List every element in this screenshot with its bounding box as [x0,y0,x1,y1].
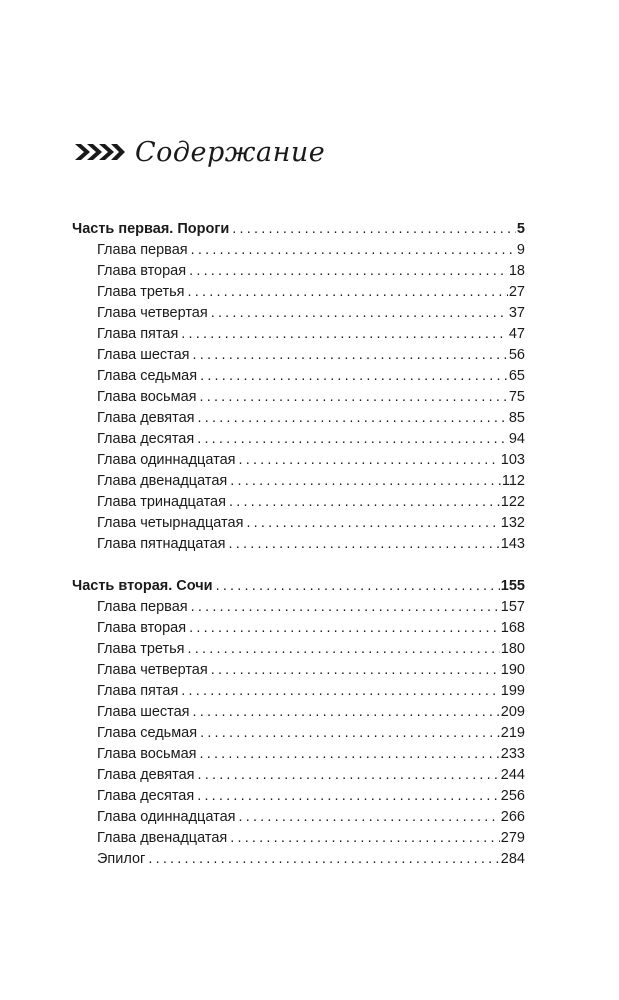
toc-entry-title: Глава пятнадцатая [97,536,226,552]
toc-page-number: 9 [516,242,525,258]
toc-part-heading[interactable] [72,219,525,240]
leader-dots [239,450,500,471]
toc-entry[interactable] [72,618,525,639]
toc-entry[interactable] [72,660,525,681]
toc-part-heading[interactable] [72,576,525,597]
toc-entry[interactable] [72,345,525,366]
toc-page-number: 56 [508,347,525,363]
toc-page-number: 112 [501,473,525,489]
toc-entry[interactable] [72,282,525,303]
toc-entry-title: Глава шестая [97,704,190,720]
toc-entry-title: Глава двенадцатая [97,830,228,846]
toc-entry[interactable] [72,786,525,807]
toc-entry[interactable] [72,492,525,513]
leader-dots [200,744,500,765]
page-title: Содержание [135,136,326,168]
leader-dots [188,639,500,660]
leader-dots [211,660,500,681]
toc-page-number: 5 [516,221,525,237]
toc-page-number: 122 [500,494,525,510]
leader-dots [200,387,508,408]
toc-entry-title: Глава тринадцатая [97,494,226,510]
toc-page-number: 219 [500,725,525,741]
triple-chevron-icon [75,141,125,163]
toc-entry-title: Глава пятая [97,326,179,342]
toc-page-number: 37 [508,305,525,321]
toc-entry-title: Глава двенадцатая [97,473,228,489]
toc-page-number: 47 [508,326,525,342]
toc-entry[interactable] [72,429,525,450]
leader-dots [200,366,508,387]
toc-page-number: 132 [500,515,525,531]
toc-page-number: 18 [508,263,525,279]
leader-dots [191,597,500,618]
leader-dots [216,576,500,597]
toc-entry[interactable] [72,702,525,723]
toc-entry-title: Глава десятая [97,788,195,804]
toc-entry[interactable] [72,408,525,429]
leader-dots [229,534,500,555]
toc-entry[interactable] [72,387,525,408]
toc-entry[interactable] [72,639,525,660]
toc-header [75,132,325,172]
toc-entry[interactable] [72,597,525,618]
toc-entry-title: Глава вторая [97,620,187,636]
leader-dots [189,261,508,282]
toc-entry-title: Глава девятая [97,410,195,426]
toc-entry[interactable] [72,681,525,702]
toc-entry[interactable] [72,366,525,387]
leader-dots [193,702,500,723]
leader-dots [189,618,500,639]
toc-page-number: 143 [500,536,525,552]
toc-entry[interactable] [72,324,525,345]
toc-entry[interactable] [72,261,525,282]
toc-page-number: 65 [508,368,525,384]
toc-page-number: 190 [500,662,525,678]
toc-page-number: 199 [500,683,525,699]
toc-entry-title: Глава четырнадцатая [97,515,244,531]
leader-dots [181,324,508,345]
toc-page-number: 157 [500,599,525,615]
toc-entry-title: Глава третья [97,284,185,300]
leader-dots [188,282,508,303]
leader-dots [230,828,500,849]
toc-page-number: 85 [508,410,525,426]
toc-entry-title: Глава седьмая [97,368,198,384]
toc-page-number: 233 [500,746,525,762]
leader-dots [200,723,500,744]
toc-entry[interactable] [72,744,525,765]
toc-entry[interactable] [72,513,525,534]
toc-entry[interactable] [72,849,525,870]
leader-dots [148,849,499,870]
toc-page-number: 27 [508,284,525,300]
leader-dots [230,471,501,492]
toc-entry-title: Глава шестая [97,347,190,363]
leader-dots [193,345,508,366]
toc-entry[interactable] [72,765,525,786]
leader-dots [239,807,500,828]
leader-dots [229,492,500,513]
table-of-contents [72,219,525,870]
toc-entry[interactable] [72,723,525,744]
toc-entry[interactable] [72,828,525,849]
leader-dots [232,219,516,240]
toc-page-number: 168 [500,620,525,636]
toc-page-number: 256 [500,788,525,804]
toc-entry-title: Глава четвертая [97,662,208,678]
toc-entry[interactable] [72,450,525,471]
toc-entry-title: Глава третья [97,641,185,657]
toc-part-title: Часть вторая. Сочи [72,578,213,594]
toc-entry[interactable] [72,807,525,828]
leader-dots [181,681,500,702]
leader-dots [246,513,499,534]
toc-page-number: 209 [500,704,525,720]
toc-entry-title: Глава первая [97,242,188,258]
toc-entry-title: Глава пятая [97,683,179,699]
toc-page-number: 94 [508,431,525,447]
toc-entry-title: Глава восьмая [97,746,197,762]
toc-page-number: 284 [500,851,525,867]
toc-entry[interactable] [72,303,525,324]
toc-page-number: 75 [508,389,525,405]
toc-page-number: 266 [500,809,525,825]
leader-dots [211,303,508,324]
toc-entry-title: Глава вторая [97,263,187,279]
toc-entry-title: Глава девятая [97,767,195,783]
leader-dots [198,765,500,786]
leader-dots [198,408,508,429]
toc-entry-title: Глава восьмая [97,389,197,405]
toc-entry-title: Глава одиннадцатая [97,452,236,468]
toc-page-number: 103 [500,452,525,468]
toc-page-number: 279 [500,830,525,846]
toc-entry[interactable] [72,534,525,555]
toc-entry-title: Глава десятая [97,431,195,447]
toc-page-number: 180 [500,641,525,657]
toc-entry[interactable] [72,471,525,492]
toc-section-part-1 [72,219,525,555]
leader-dots [197,429,508,450]
leader-dots [191,240,516,261]
toc-entry-title: Глава одиннадцатая [97,809,236,825]
toc-section-part-2 [72,576,525,870]
leader-dots [197,786,500,807]
toc-entry-title: Глава первая [97,599,188,615]
toc-page-number: 155 [500,578,525,594]
toc-entry[interactable] [72,240,525,261]
toc-part-title: Часть первая. Пороги [72,221,230,237]
toc-page-number: 244 [500,767,525,783]
toc-entry-title: Эпилог [97,851,146,867]
toc-entry-title: Глава седьмая [97,725,198,741]
toc-entry-title: Глава четвертая [97,305,208,321]
